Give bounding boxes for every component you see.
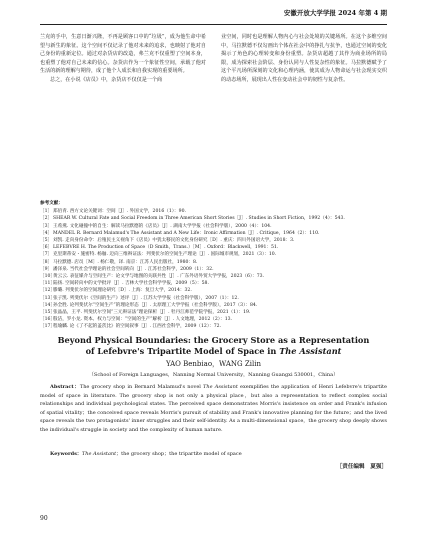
keyword-book-title: The Assistant: [81, 451, 117, 457]
reference-number: ［7］: [40, 252, 53, 258]
header-rule: [40, 24, 387, 25]
reference-text: 程瑜麟. 论《了不起的盖茨比》的空间叙事［J］. 江西社会科学，2009（12）：72.: [53, 324, 222, 330]
body-paragraph: 业空间，同时也是理解人物内心与社会处境的关键场所。在这个多维空间中，马拉默德不仅勾画出个体在社会中的挣扎与抗争，也通过空间的变化揭示了角色的心理转变和身份重塑。杂货店超越了其作为商业场所的局限，成为探索社会阶层、身份认同与人性复杂性的象征。马拉默德赋予了这个平凡场所深刻的文化和心理内涵，使其成为人物命运与社会现实交织的动态场所，展现出人性在变动社会中的韧性与复杂性。: [221, 34, 387, 83]
abstract-text: The grocery shop in Bernard Malamud's novel: [79, 384, 204, 390]
left-column: [40, 33, 206, 85]
reference-text: 孙全胜. 论列斐伏尔“空间生产”的理论形态［J］. 太原理工大学学报（社会科学版），2017（3）：84.: [53, 302, 258, 308]
reference-item: [40, 237, 387, 244]
abstract: [40, 383, 387, 435]
abstract-text: exemplifies the application of Henri Lefebvre's tripartite model of space in literature. The grocery shop is not only a physical place，but also a representation to reflect complex social relationships and individual psychological states. The perceived space demonstrates Morris's insistence on order and Frank's infusion of spatial vitality；the conceived space reveals Morris's pursuit of stability and Frank's innovative planning for the future；and the lived space reveals the two protagonists' inner struggles and their self-identity. As a multi-dimensional space，the grocery shop deeply shows the individual's struggle in society and the complexity of human nature.: [40, 384, 387, 433]
reference-number: ［11］: [40, 281, 56, 287]
running-header: 安徽开放大学学报 2024 年第 4 期: [283, 9, 387, 17]
body-paragraph: 兰克的手中，生意日渐兴隆，不再是顾客口中的“垃圾”，成为他生命中希望与新生的象征。这个空间不仅记录了他对未来的追求，也映射了他对自己身份的重新定位。通过对杂货店的改造，弗兰克不仅重塑了空间本身，也重塑了他对自己未来的信心。杂货店作为一个象征性空间，承载了他对生活的新的理解与期待，成了他个人成长和自我实现的重要场所。: [40, 34, 206, 75]
abstract-book-title: The Assistant: [203, 384, 238, 390]
reference-text: 张子凯. 列斐伏尔《空间的生产》述评［J］. 江苏大学学报（社会科学版），2007（1）：12.: [53, 295, 239, 301]
reference-text: 王希燕. 文化碰撞中的自生：解读马拉默德的《店员》［J］. 湖南大学学报（社会科学版），2000（4）：104.: [53, 223, 272, 229]
reference-text: 潘泽泉. 当代社会学理论的社会空间转向［J］. 江苏社会科学，2009（1）：32.: [53, 266, 214, 272]
reference-text: 马拉默德. 店员［M］. 杨仁敬，译. 南京：江苏人民出版社，1980：8.: [53, 259, 198, 265]
reference-number: ［2］: [40, 216, 53, 222]
affiliation: （School of Foreign Languages，Nanning Normal University，Nanning Guangxi 530001，China）: [88, 372, 339, 378]
references-list: [40, 208, 387, 330]
reference-number: ［6］: [40, 245, 53, 251]
reference-text: 殷洁，罗小龙. 资本、权力与空间：“空间的生产”解析［J］. 人文地理，2012（2）：13.: [53, 317, 233, 323]
reference-number: ［1］: [40, 209, 53, 215]
reference-text: MANDEL R. Bernard Malamud's The Assistant and A New Life：Ironic Affirmation［J］. Critique，1964（2）：110.: [53, 230, 320, 236]
english-title-text: of Lefebvre's Tripartite Model of Space in: [85, 346, 280, 356]
reference-number: ［13］: [40, 295, 56, 301]
reference-text: SHEAR W. Cultural Fate and Social Freedom in Three American Short Stories［J］. Studies in Short Fiction，1992（4）：543.: [53, 216, 345, 222]
page-number: 90: [40, 515, 48, 522]
reference-number: ［16］: [40, 317, 56, 323]
reference-number: ［10］: [40, 274, 56, 280]
reference-number: ［15］: [40, 310, 56, 316]
abstract-label: Abstract：: [50, 384, 80, 390]
reference-item: [40, 309, 387, 316]
reference-item: [40, 295, 387, 302]
reference-number: ［9］: [40, 266, 53, 272]
english-title-book: The Assistant: [279, 346, 342, 356]
reference-number: ［17］: [40, 324, 56, 330]
authors: YAO Benbiao，WANG Zilin: [166, 360, 261, 368]
reference-number: ［14］: [40, 302, 56, 308]
reference-number: ［4］: [40, 230, 53, 236]
reference-item: [40, 251, 387, 258]
reference-item: [40, 230, 387, 237]
keywords-label: Keywords：: [50, 451, 82, 457]
reference-item: [40, 266, 387, 273]
reference-number: ［12］: [40, 288, 56, 294]
reference-item: [40, 323, 387, 330]
reference-text: 刘凯. 走向身份命令：后殖民主义视角下《店员》中犹太移民的文化身份研究［D］. 重庆：四川外国语大学，2018：3.: [53, 238, 295, 244]
reference-item: [40, 215, 387, 222]
reference-number: ［3］: [40, 223, 53, 229]
english-title-line: [40, 346, 387, 357]
responsible-editor: ［责任编辑 夏强］: [336, 464, 387, 470]
reference-text: 郑佰青. 西方文论关键词：空间［J］. 外国文学，2016（1）：90.: [53, 209, 186, 215]
reference-text: 滕璐. 列斐伏尔的空间理论研究［D］. 上海：复旦大学，2014：32.: [53, 288, 192, 294]
english-title: [40, 335, 387, 357]
right-column: [221, 33, 387, 85]
reference-number: ［5］: [40, 238, 53, 244]
reference-item: [40, 280, 387, 287]
reference-text: 陆扬. 空间转向中的文学批评［J］. 吉林大学社会科学学报，2009（5）：58.: [53, 281, 209, 287]
keywords-text: ；the grocery shop；the tripartite model of space: [116, 451, 242, 457]
reference-item: [40, 223, 387, 230]
body-columns: [40, 33, 387, 85]
reference-text: 黄云云. 表征媒介与空间生产：论文学与地图的关联共性［J］. 广东外语外贸大学学报，2023（6）：73.: [53, 274, 265, 280]
reference-item: [40, 273, 387, 280]
reference-number: ［8］: [40, 259, 53, 265]
reference-item: [40, 316, 387, 323]
english-title-line: Beyond Physical Boundaries: the Grocery Store as a Representation: [57, 335, 370, 345]
reference-item: [40, 302, 387, 309]
reference-item: [40, 208, 387, 215]
references-title: 参考文献：: [40, 201, 63, 206]
reference-item: [40, 287, 387, 294]
reference-text: 张晶晶，王平. 列斐伏尔空间“三元辩证法”理论探析［J］. 牡丹江师范学院学报，2021（1）：19.: [53, 310, 251, 316]
keywords: [40, 450, 387, 458]
reference-item: [40, 259, 387, 266]
body-paragraph: 总之，在小说《店员》中，杂货店不仅仅是一个商: [50, 76, 163, 83]
reference-item: [40, 244, 387, 251]
reference-text: 克里斯蒂安・施密特. 杨舢. 迈向三维辩证法：列斐伏尔的空间生产理论［J］. 国际城市规划，2021（3）：10.: [53, 252, 277, 258]
reference-text: LEFEBVRE H. The Production of Space（D Smith，Trans.）［M］. Oxford：Blackwell，1991：51.: [53, 245, 279, 251]
references-section: [40, 200, 387, 331]
